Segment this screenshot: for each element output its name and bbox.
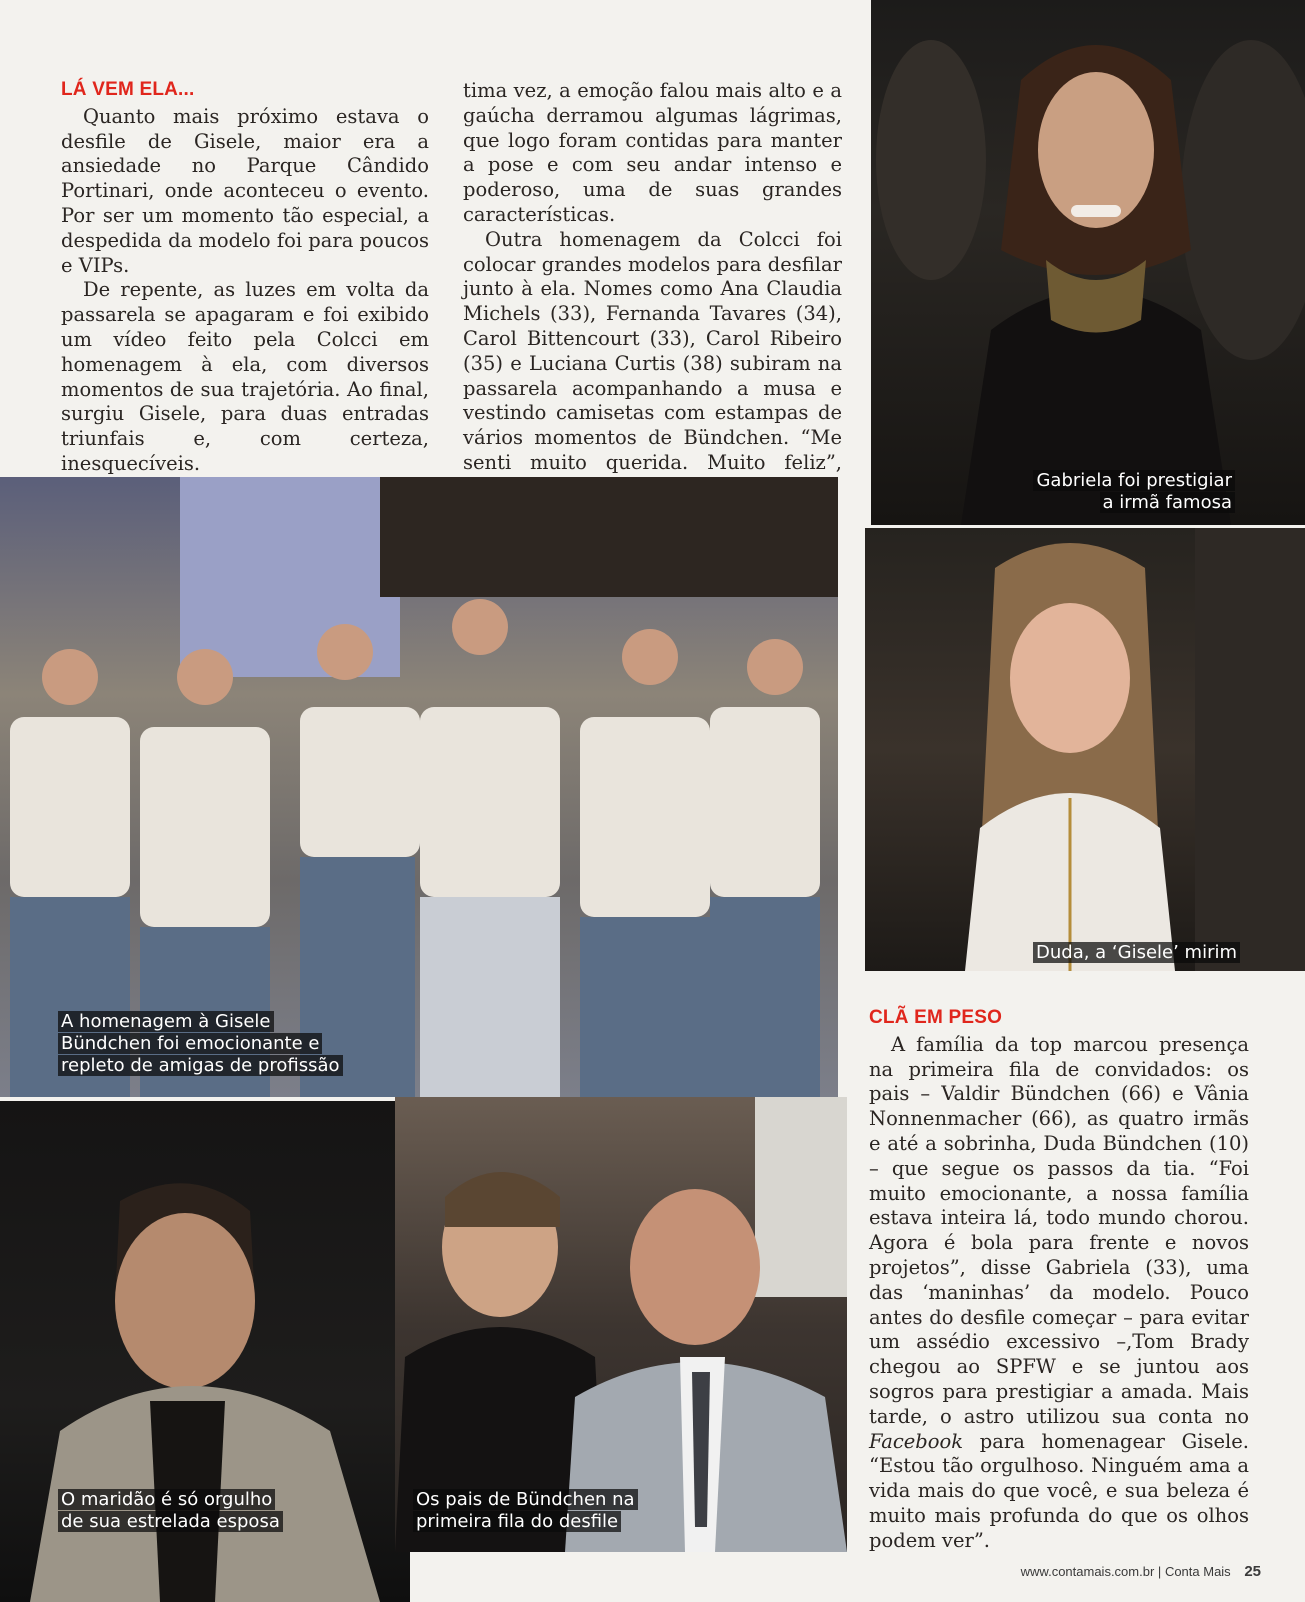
caption-duda — [1033, 942, 1240, 964]
photo-parents — [395, 1097, 847, 1552]
caption-parents — [413, 1489, 638, 1533]
footer-separator: | — [1157, 1564, 1162, 1579]
photo-duda-art — [865, 528, 1305, 971]
article-column-3 — [869, 1006, 1249, 1554]
paragraph-text: para homenagear Gisele. “Estou tão orgulhoso. Ninguém ama a vida mais do que você, e sua beleza é muito mais profunda do que os olhos podem ver”. — [869, 1429, 1249, 1552]
caption-line: Duda, a ‘Gisele’ mirim — [1033, 942, 1240, 963]
section-heading-la-vem-ela: LÁ VEM ELA... — [61, 79, 195, 100]
photo-duda — [865, 528, 1305, 971]
caption-line: a irmã famosa — [1100, 492, 1235, 513]
paragraph-text: A família da top marcou presença na primeira fila de convidados: os pais – Valdir Bündchen (66) e Vânia Nonnenmacher (66), as quatro irmãs e até a sobrinha, Duda Bündchen (10) – que segue os passos da tia. “Foi muito emocionante, a nossa família estava inteira lá, todo mundo chorou. Agora é bola para frente e novos projetos”, disse Gabriela (33), uma das ‘maninhas’ da modelo. Pouco antes do desfile começar – para evitar um assédio excessivo –,Tom Brady chegou ao SPFW e se juntou aos sogros para prestigiar a amada. Mais tarde, o astro utilizou sua conta no — [869, 1032, 1249, 1428]
article-column-2 — [463, 79, 842, 501]
photo-husband — [0, 1101, 410, 1602]
caption-line: de sua estrelada esposa — [58, 1511, 283, 1532]
photo-gabriela-art — [871, 0, 1305, 525]
page-number: 25 — [1244, 1563, 1261, 1580]
paragraph: Quanto mais próximo estava o desfile de Gisele, maior era a ansiedade no Parque Cândido Portinari, onde aconteceu o evento. Por ser um momento tão especial, a despedida da modelo foi para poucos e VIPs. — [61, 104, 429, 277]
paragraph: Outra homenagem da Colcci foi colocar grandes modelos para desfilar junto à ela. Nomes como Ana Claudia Michels (33), Fernanda Tavares (34), Carol Bittencourt (33), Carol Ribeiro (35) e Luciana Curtis (38) subiram na passarela acompanhando a musa e vestindo camisetas com estampas de vários momentos de Bündchen. “Me senti muito querida. Muito feliz”, — [463, 227, 842, 474]
footer-brand: Conta Mais — [1164, 1564, 1231, 1579]
page-footer — [1021, 1563, 1261, 1580]
caption-line: O maridão é só orgulho — [58, 1489, 275, 1510]
photo-parents-art — [395, 1097, 847, 1552]
paragraph: tima vez, a emoção falou mais alto e a gaúcha derramou algumas lágrimas, que logo foram contidas para manter a pose e com seu andar intenso e poderoso, uma de suas grandes características. — [463, 79, 842, 226]
caption-line: A homenagem à Gisele — [58, 1011, 274, 1032]
footer-site: www.contamais.com.br — [1020, 1564, 1155, 1579]
caption-line: Os pais de Bündchen na — [413, 1489, 638, 1510]
photo-gabriela — [871, 0, 1305, 525]
facebook-italic: Facebook — [869, 1429, 964, 1453]
caption-line: primeira fila do desfile — [413, 1511, 621, 1532]
paragraph: De repente, as luzes em volta da passarela se apagaram e foi exibido um vídeo feito pela Colcci em homenagem à ela, com diversos momentos de sua trajetória. Ao final, surgiu Gisele, para duas entradas triunfais e, com certeza, inesquecíveis. — [61, 278, 429, 475]
caption-line: Gabriela foi prestigiar — [1033, 470, 1235, 491]
caption-runway — [58, 1011, 343, 1077]
paragraph — [869, 1033, 1249, 1554]
article-column-1 — [61, 78, 429, 526]
photo-runway-art — [0, 477, 838, 1097]
section-heading-cla-em-peso: CLÃ EM PESO — [869, 1007, 1003, 1028]
caption-husband — [58, 1489, 283, 1533]
caption-gabriela — [1033, 470, 1235, 514]
caption-line: repleto de amigas de profissão — [58, 1055, 343, 1076]
caption-line: Bündchen foi emocionante e — [58, 1033, 322, 1054]
photo-runway — [0, 477, 838, 1097]
